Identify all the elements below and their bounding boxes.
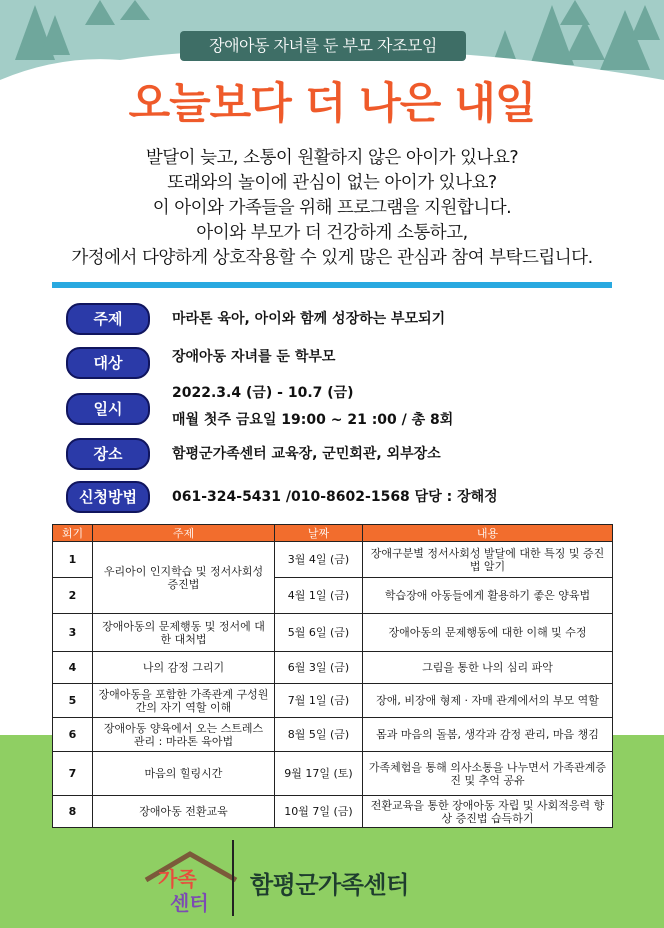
- header-session: 회기: [53, 525, 93, 542]
- logo-divider: [232, 840, 234, 916]
- session-date: 8월 5일 (금): [275, 718, 363, 752]
- session-content: 몸과 마음의 돌봄, 생각과 감정 관리, 마음 챙김: [363, 718, 613, 752]
- session-number: 5: [53, 684, 93, 718]
- poster-title: 오늘보다 더 나은 내일: [128, 79, 536, 129]
- session-date: 5월 6일 (금): [275, 614, 363, 652]
- topic-label: 주제: [66, 303, 150, 335]
- event-badge: 장애아동 자녀를 둔 부모 자조모임: [180, 31, 466, 61]
- intro-line: 발달이 늦고, 소통이 원활하지 않은 아이가 있나요?: [145, 148, 519, 168]
- topic-value: 마라톤 육아, 아이와 함께 성장하는 부모되기: [172, 311, 446, 327]
- session-content: 그림을 통한 나의 심리 파악: [363, 652, 613, 684]
- target-label: 대상: [66, 347, 150, 379]
- logo-text-bottom: 센터: [170, 891, 209, 915]
- intro-line: 또래와의 놀이에 관심이 없는 아이가 있나요?: [167, 173, 497, 193]
- session-number: 2: [53, 578, 93, 614]
- header-content: 내용: [363, 525, 613, 542]
- table-header-row: [53, 525, 613, 542]
- session-number: 7: [53, 752, 93, 796]
- center-name: 함평군가족센터: [250, 871, 409, 899]
- intro-line: 아이와 부모가 더 건강하게 소통하고,: [196, 223, 468, 243]
- session-topic: 장애아동을 포함한 가족관계 구성원간의 자기 역할 이해: [93, 684, 275, 718]
- schedule-table: [52, 524, 613, 828]
- session-number: 6: [53, 718, 93, 752]
- session-date: 9월 17일 (토): [275, 752, 363, 796]
- table-row: [53, 718, 613, 752]
- intro-text: [30, 146, 634, 271]
- session-topic: 장애아동 양육에서 오는 스트레스 관리 : 마라톤 육아법: [93, 718, 275, 752]
- target-value: 장애아동 자녀를 둔 학부모: [172, 349, 336, 365]
- session-number: 4: [53, 652, 93, 684]
- session-content: 전환교육을 통한 장애아동 자립 및 사회적응력 향상 증진법 습득하기: [363, 796, 613, 828]
- session-date: 7월 1일 (금): [275, 684, 363, 718]
- header-topic: 주제: [93, 525, 275, 542]
- session-content: 장애아동의 문제행동에 대한 이해 및 수정: [363, 614, 613, 652]
- table-row: [53, 796, 613, 828]
- place-value: 함평군가족센터 교육장, 군민회관, 외부장소: [172, 446, 441, 462]
- table-row: [53, 652, 613, 684]
- intro-line: 가정에서 다양하게 상호작용할 수 있게 많은 관심과 참여 부탁드립니다.: [71, 248, 593, 268]
- session-topic: 마음의 힐링시간: [93, 752, 275, 796]
- session-content: 장애구분별 정서사회성 발달에 대한 특징 및 증진법 알기: [363, 542, 613, 578]
- header-date: 날짜: [275, 525, 363, 542]
- date-label: 일시: [66, 393, 150, 425]
- session-content: 학습장애 아동들에게 활용하기 좋은 양육법: [363, 578, 613, 614]
- table-row: [53, 614, 613, 652]
- session-number: 1: [53, 542, 93, 578]
- session-date: 4월 1일 (금): [275, 578, 363, 614]
- apply-value: 061-324-5431 /010-8602-1568 담당 : 장해정: [172, 489, 498, 505]
- table-row: [53, 542, 613, 578]
- table-row: [53, 684, 613, 718]
- session-date: 10월 7일 (금): [275, 796, 363, 828]
- session-topic: 나의 감정 그리기: [93, 652, 275, 684]
- session-date: 3월 4일 (금): [275, 542, 363, 578]
- session-topic: 장애아동의 문제행동 및 정서에 대한 대처법: [93, 614, 275, 652]
- session-number: 8: [53, 796, 93, 828]
- divider-bar: [52, 282, 612, 288]
- session-topic: 장애아동 전환교육: [93, 796, 275, 828]
- session-content: 장애, 비장애 형제 · 자매 관계에서의 부모 역할: [363, 684, 613, 718]
- session-number: 3: [53, 614, 93, 652]
- session-topic: 우리아이 인지학습 및 정서사회성 증진법: [93, 542, 275, 614]
- session-content: 가족체험을 통해 의사소통을 나누면서 가족관계증진 및 추억 공유: [363, 752, 613, 796]
- place-label: 장소: [66, 438, 150, 470]
- session-date: 6월 3일 (금): [275, 652, 363, 684]
- apply-label: 신청방법: [66, 481, 150, 513]
- intro-line: 이 아이와 가족들을 위해 프로그램을 지원합니다.: [152, 198, 512, 218]
- logo-text-top: 가족: [158, 867, 197, 891]
- date-value-line2: 매월 첫주 금요일 19:00 ~ 21 :00 / 총 8회: [172, 412, 454, 428]
- date-value-line1: 2022.3.4 (금) - 10.7 (금): [172, 385, 354, 401]
- table-row: [53, 752, 613, 796]
